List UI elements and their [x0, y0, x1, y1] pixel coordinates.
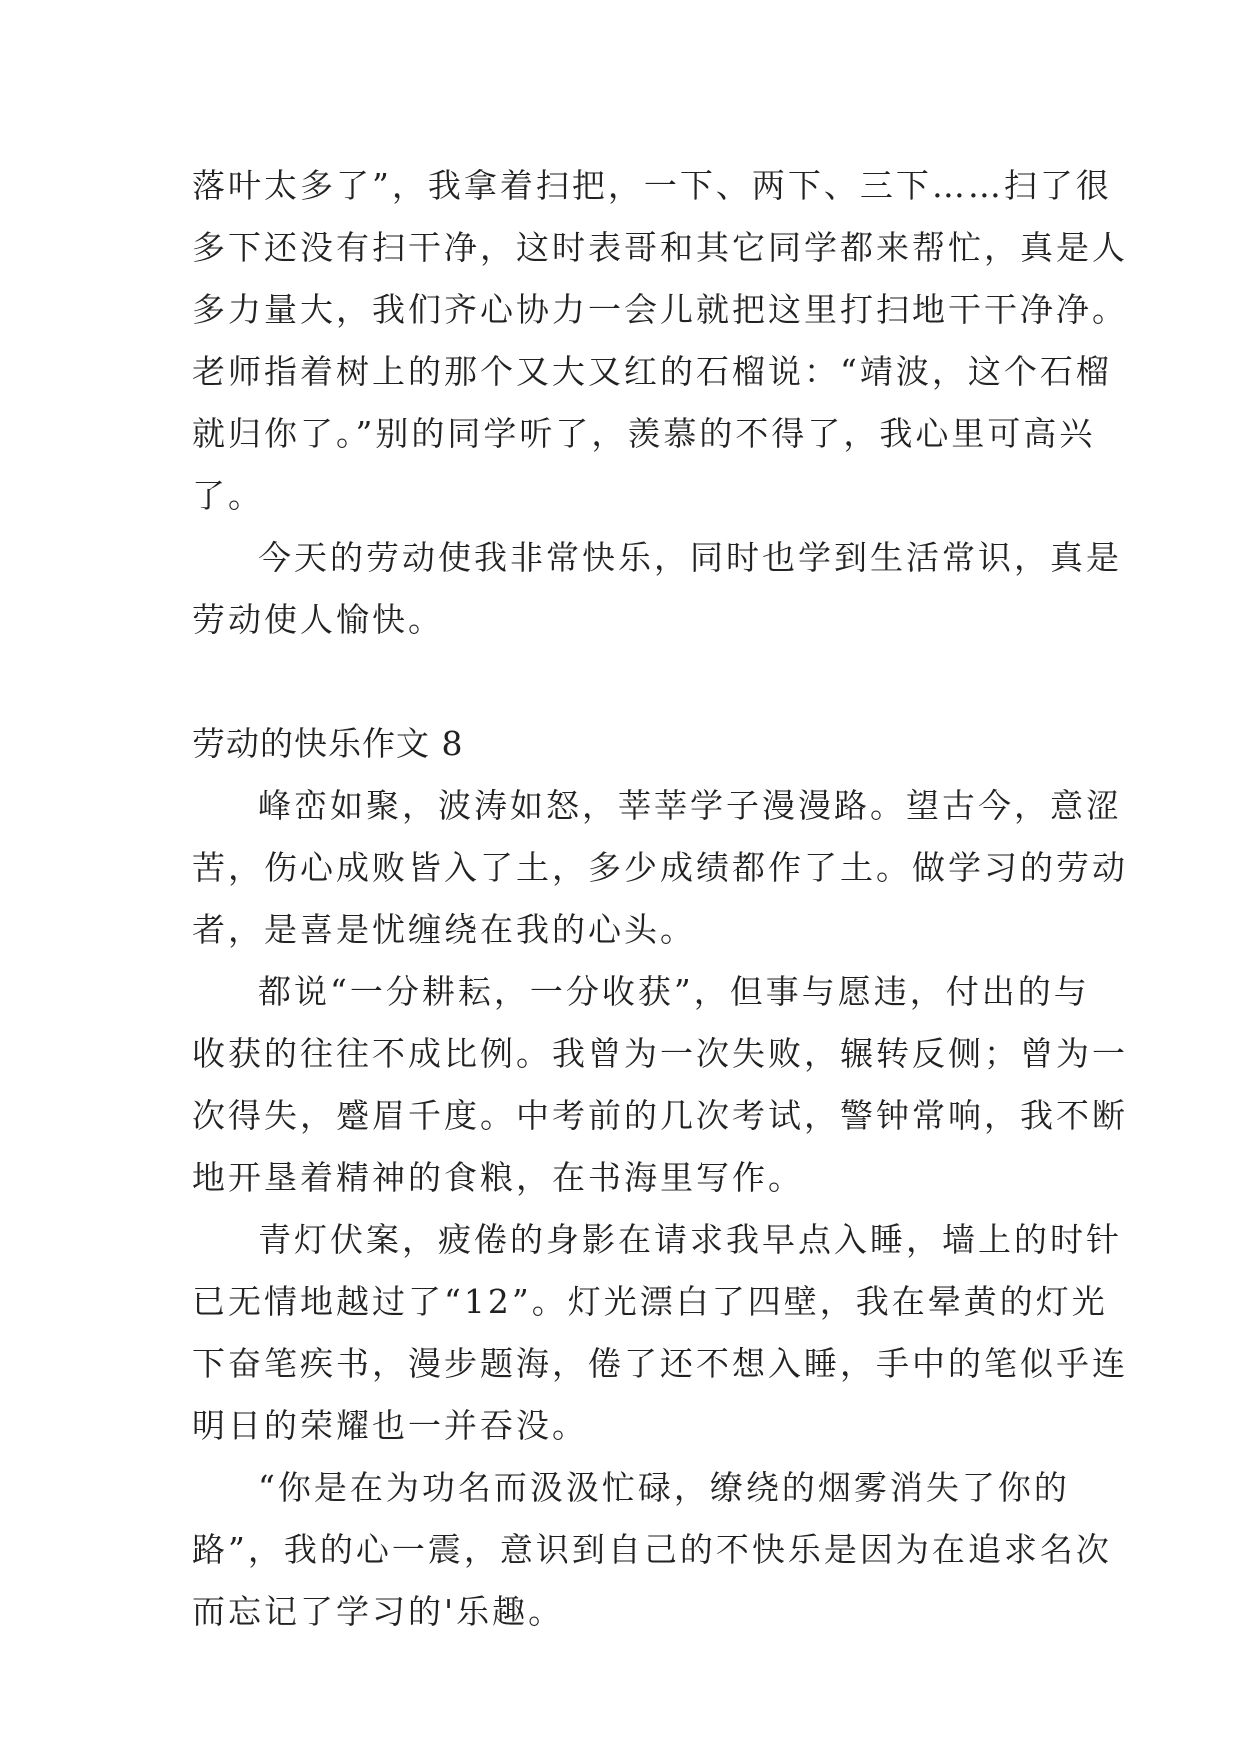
text-line: 而忘记了学习的'乐趣。 — [192, 1592, 565, 1631]
text-line: 了。 — [192, 476, 264, 515]
text-line: 多力量大，我们齐心协力一会儿就把这里打扫地干干净净。 — [192, 290, 1128, 329]
document-body — [192, 155, 1128, 1643]
paragraph-intro — [192, 155, 1128, 527]
text-line: 者，是喜是忧缠绕在我的心头。 — [192, 910, 696, 949]
text-line: “你是在为功名而汲汲忙碌，缭绕的烟雾消失了你的 — [258, 1468, 1070, 1507]
text-line: 就归你了。”别的同学听了，羡慕的不得了，我心里可高兴 — [192, 414, 1096, 453]
blank-line — [192, 651, 1072, 713]
text-line: 已无情地越过了“12”。灯光漂白了四壁，我在晕黄的灯光 — [192, 1282, 1108, 1321]
paragraph-3 — [192, 1209, 1128, 1457]
section-heading: 劳动的快乐作文 8 — [192, 724, 464, 763]
text-line: 地开垦着精神的食粮，在书海里写作。 — [192, 1158, 804, 1197]
text-line: 峰峦如聚，波涛如怒，莘莘学子漫漫路。望古今，意涩 — [258, 786, 1122, 825]
text-line: 明日的荣耀也一并吞没。 — [192, 1406, 588, 1445]
text-line: 落叶太多了”，我拿着扫把，一下、两下、三下……扫了很 — [192, 166, 1112, 205]
text-line: 劳动使人愉快。 — [192, 600, 444, 639]
paragraph-4 — [192, 1457, 1112, 1643]
text-line: 苦，伤心成败皆入了土，多少成绩都作了土。做学习的劳动 — [192, 848, 1128, 887]
paragraph-2 — [192, 961, 1128, 1209]
text-line: 老师指着树上的那个又大又红的石榴说：“靖波，这个石榴 — [192, 352, 1112, 391]
text-line: 都说“一分耕耘，一分收获”，但事与愿违，付出的与 — [258, 972, 1090, 1011]
text-line: 青灯伏案，疲倦的身影在请求我早点入睡，墙上的时针 — [258, 1220, 1122, 1259]
text-line: 多下还没有扫干净，这时表哥和其它同学都来帮忙，真是人 — [192, 228, 1128, 267]
text-line: 收获的往往不成比例。我曾为一次失败，辗转反侧；曾为一 — [192, 1034, 1128, 1073]
text-line: 次得失，蹙眉千度。中考前的几次考试，警钟常响，我不断 — [192, 1096, 1128, 1135]
text-line: 今天的劳动使我非常快乐，同时也学到生活常识，真是 — [258, 538, 1122, 577]
paragraph-1 — [192, 775, 1128, 961]
text-line: 路”，我的心一震，意识到自己的不快乐是因为在追求名次 — [192, 1530, 1112, 1569]
text-line: 下奋笔疾书，漫步题海，倦了还不想入睡，手中的笔似乎连 — [192, 1344, 1128, 1383]
paragraph-conclusion — [192, 527, 1122, 651]
